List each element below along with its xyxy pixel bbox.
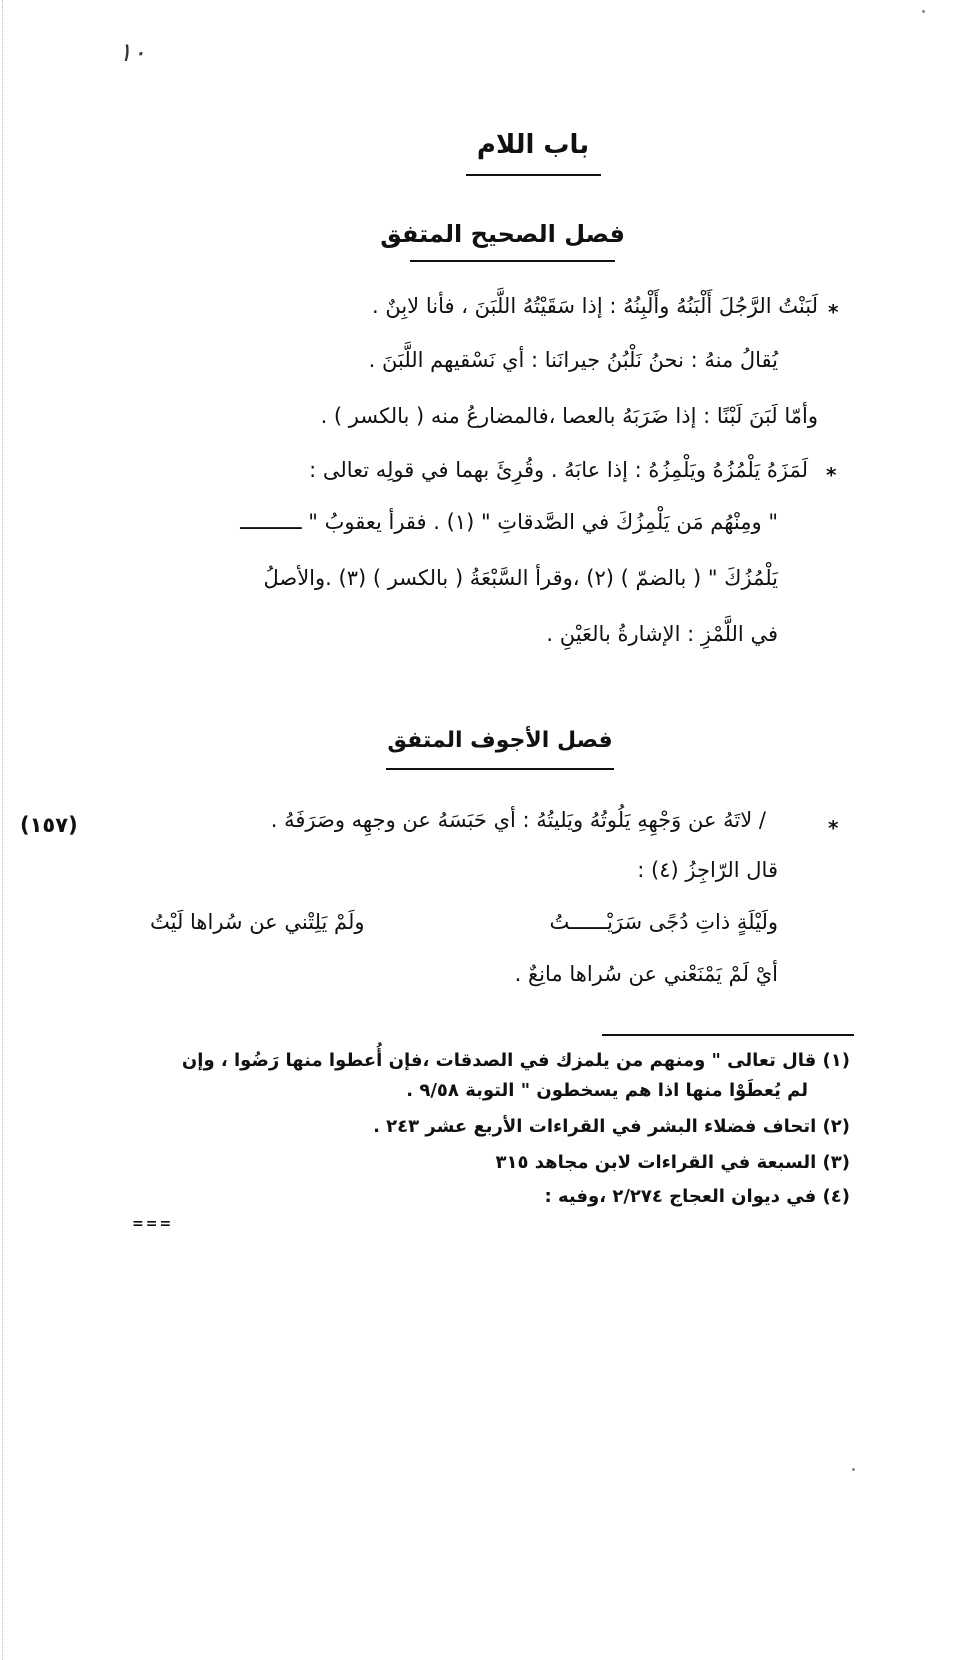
page-reference: (١٥٧) bbox=[20, 813, 78, 837]
section2-line-2: قال الرّاجِزُ (٤) : bbox=[637, 858, 778, 882]
chapter-title-text: باب اللام bbox=[476, 130, 590, 160]
section1-line-5: " ومِنْهُم مَن يَلْمِزُكَ في الصَّدقاتِ " (١) . فقرأ يعقوبُ " ــــــــــ bbox=[240, 510, 778, 534]
entry-marker-star: * bbox=[826, 463, 837, 487]
end-mark: === bbox=[132, 1216, 174, 1232]
section2-title-underline bbox=[386, 768, 614, 770]
section1-title-underline bbox=[410, 260, 615, 262]
section1-line-3: وأمّا لَبَنَ لَبْنًا : إذا ضَرَبَهُ بالعصا ،فالمضارعُ منه ( بالكسر ) . bbox=[320, 404, 818, 428]
section1-line-2: يُقالُ منهُ : نحنُ نَلْبُنُ جيرانَنا : أي نَسْقيهم اللَّبَنَ . bbox=[368, 348, 778, 372]
section1-title bbox=[380, 220, 625, 248]
section2-line-1: / لاتَهُ عن وَجْهِهِ يَلُوتُهُ ويَليتُهُ : أي حَبَسَهُ عن وجهِه وصَرَفَهُ . bbox=[270, 808, 766, 832]
verse-hemistich-left: ولَمْ يَلِتْني عن سُراها لَيْتُ bbox=[150, 910, 365, 934]
footnote-4: (٤) في ديوان العجاج ٢/٢٧٤ ،وفيه : bbox=[544, 1186, 850, 1207]
entry-marker-star: * bbox=[828, 300, 839, 324]
entry-marker-star: * bbox=[828, 816, 839, 840]
section2-title bbox=[380, 728, 620, 753]
section1-title-text: فصل الصحيح المتفق bbox=[380, 220, 625, 248]
page-folio: ١٠ bbox=[118, 38, 146, 68]
section1-line-7: في اللَّمْزِ : الإشارةُ بالعَيْنِ . bbox=[546, 622, 778, 646]
footnote-2: (٢) اتحاف فضلاء البشر في القراءات الأربع عشر ٢٤٣ . bbox=[373, 1116, 850, 1137]
footnote-1: (١) قال تعالى " ومنهم من يلمزك في الصدقات ،فإن أُعطوا منها رَضُوا ، وإن bbox=[181, 1050, 850, 1071]
scan-speck bbox=[852, 1468, 855, 1471]
scan-edge bbox=[2, 0, 3, 1660]
footnote-3: (٣) السبعة في القراءات لابن مجاهد ٣١٥ bbox=[495, 1152, 850, 1173]
chapter-title-underline bbox=[466, 174, 601, 176]
section1-line-4: لَمَزَهُ يَلْمُزُهُ ويَلْمِزُهُ : إذا عابَهُ . وقُرِئَ بهما في قولِه تعالى : bbox=[309, 458, 808, 482]
section1-line-1: لَبَنْتُ الرَّجُلَ أَلْبَنُهُ وأَلْبِنُهُ : إذا سَقَيْتُهُ اللَّبَنَ ، فأنا لابِنٌ . bbox=[372, 294, 818, 318]
section2-title-text: فصل الأجوف المتفق bbox=[387, 728, 613, 753]
chapter-title bbox=[448, 130, 618, 160]
section1-line-6: يَلْمُزُكَ " ( بالضمّ ) (٢) ،وقرأ السَّبْعَةُ ( بالكسر ) (٣) .والأصلُ bbox=[263, 566, 778, 590]
footnote-1-continued: لم يُعطَوْا منها اذا هم يسخطون " التوبة ٩/٥٨ . bbox=[406, 1080, 808, 1101]
verse-hemistich-right: ولَيْلَةٍ ذاتِ دُجًى سَرَيْــــــتُ bbox=[549, 910, 778, 934]
scan-speck bbox=[922, 10, 925, 13]
verse-gloss: أيْ لَمْ يَمْنَعْني عن سُراها مانِعٌ . bbox=[514, 962, 778, 986]
footnote-separator bbox=[602, 1034, 854, 1036]
